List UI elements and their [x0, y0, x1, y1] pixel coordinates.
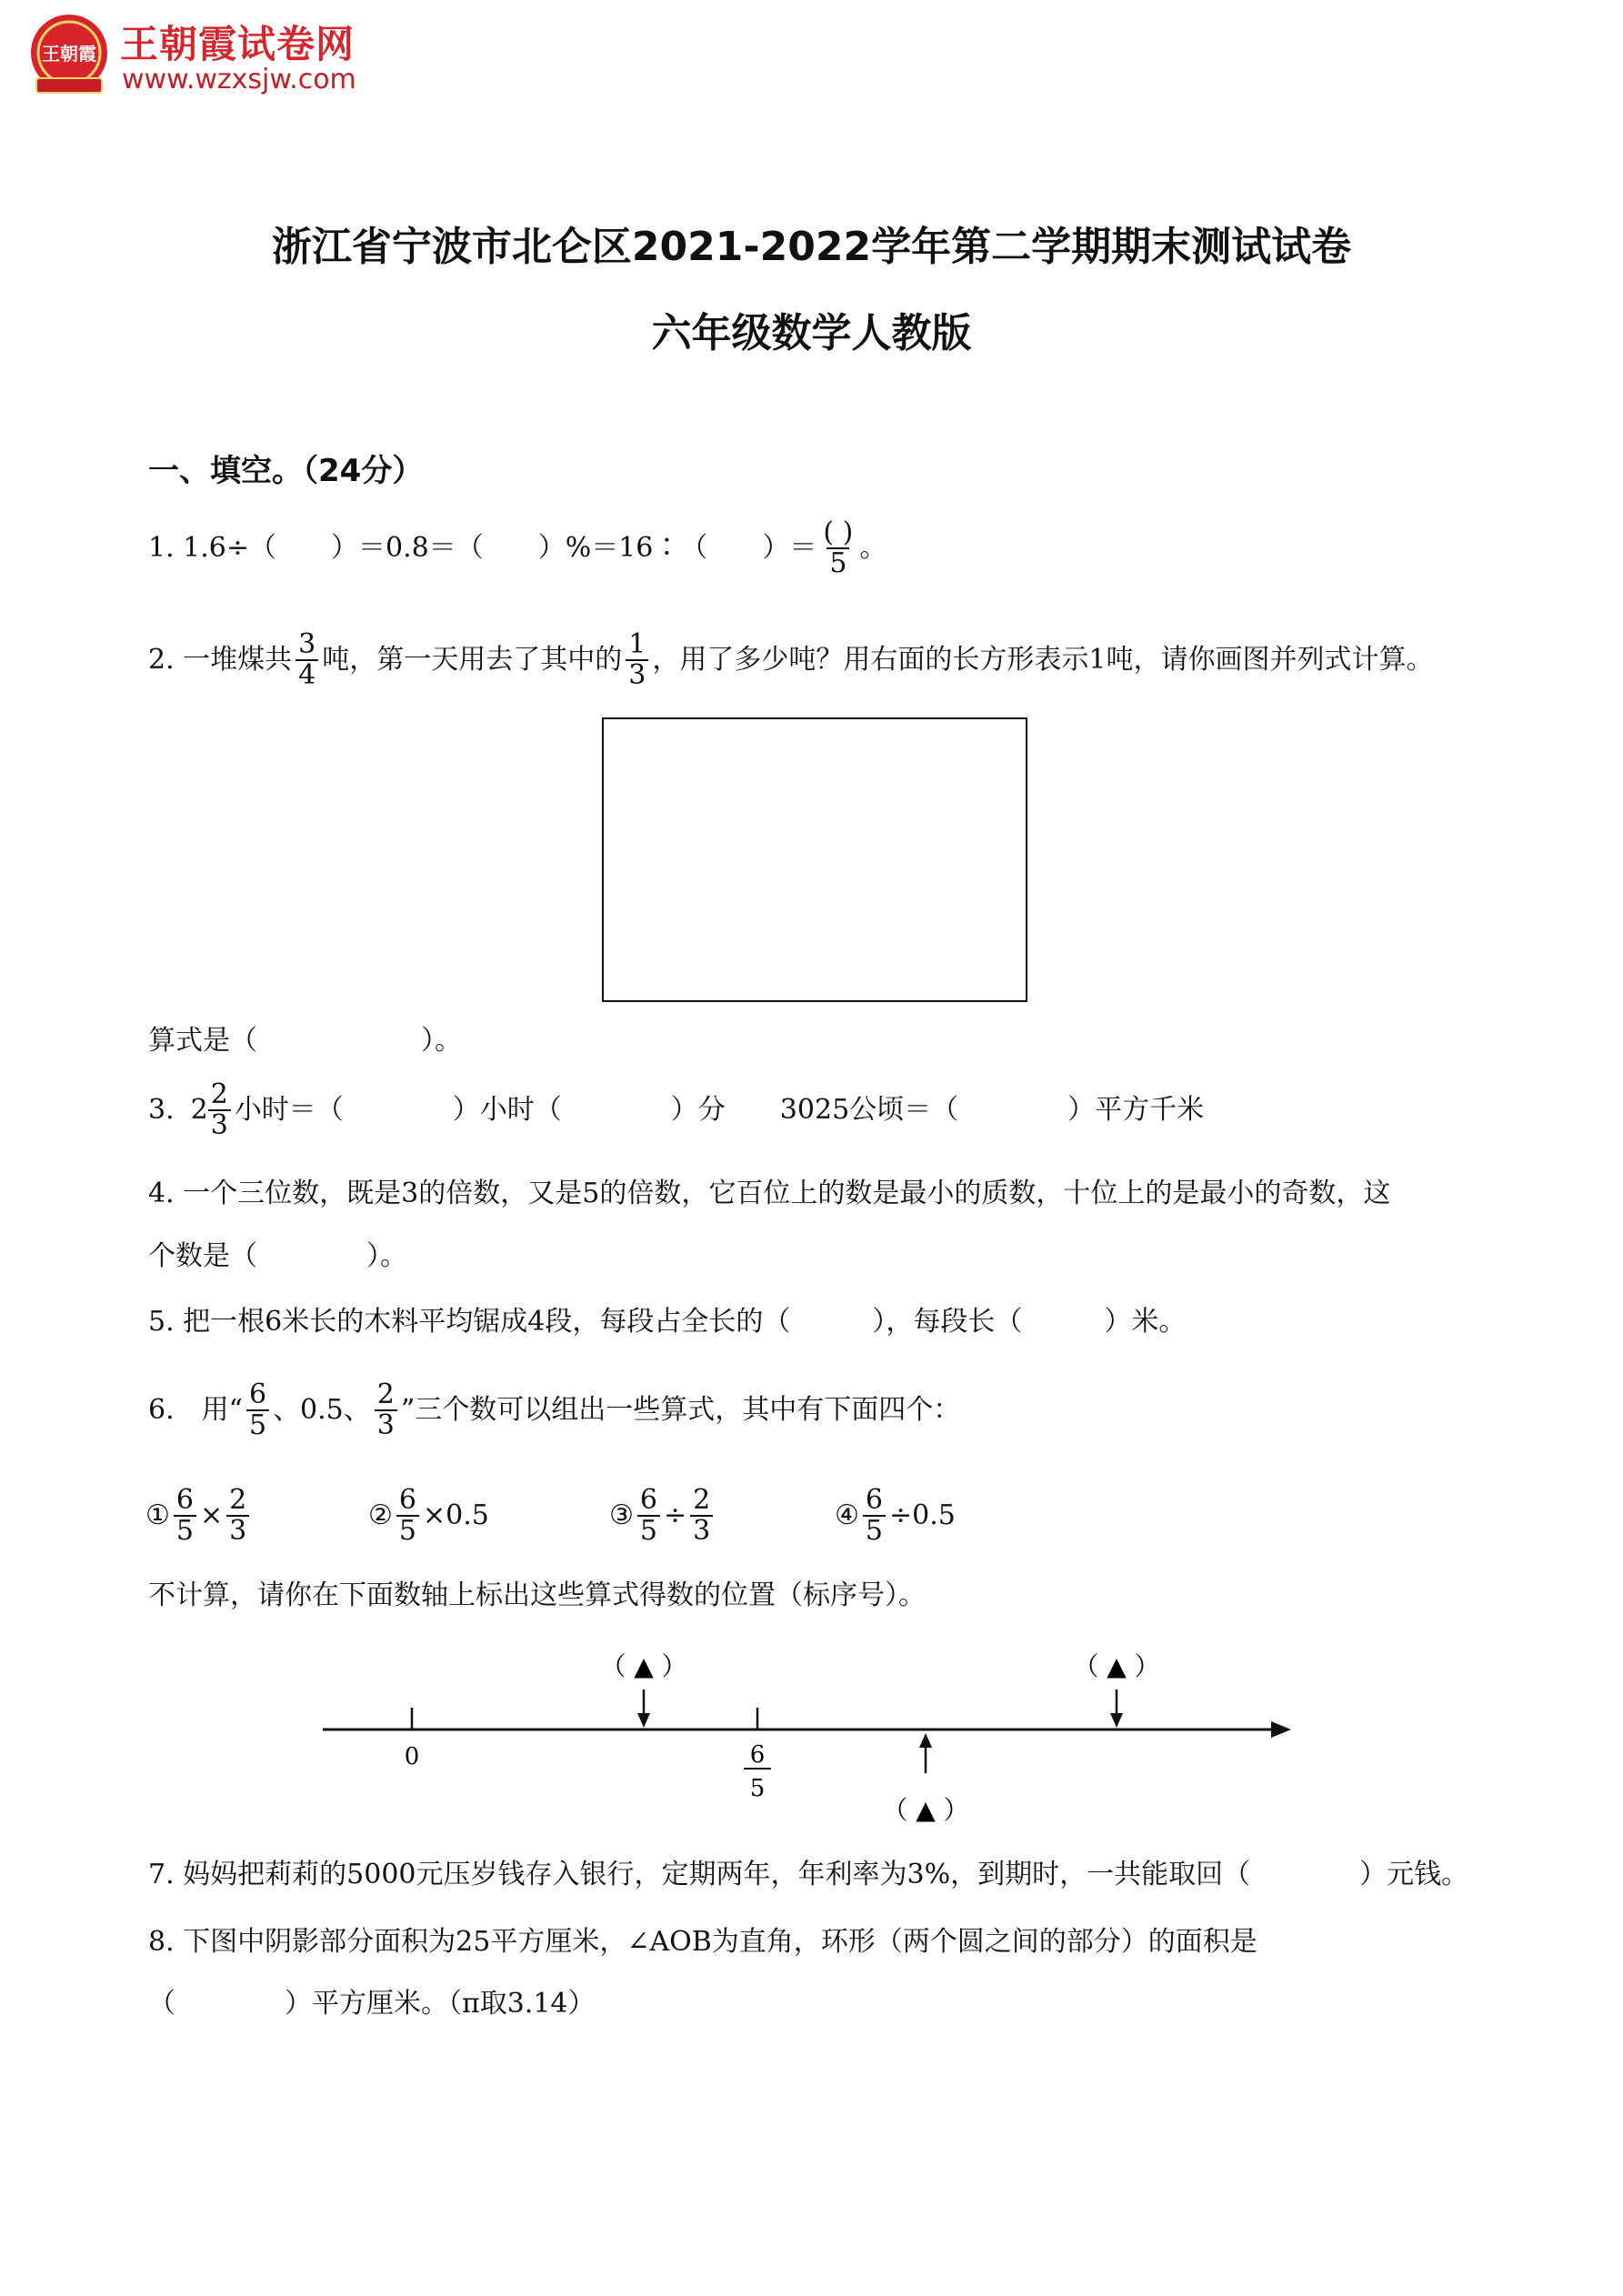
question-4-line-1: 4. 一个三位数，既是3的倍数，又是5的倍数，它百位上的数是最小的质数，十位上的是最小的奇数，这 [148, 1178, 1391, 1209]
number-line[interactable] [0, 1637, 1623, 1873]
question-3 [148, 1080, 1204, 1140]
fraction-denominator: 5 [396, 1515, 419, 1546]
fraction-numerator: 2 [693, 1484, 711, 1516]
question-7: 7. 妈妈把莉莉的5000元压岁钱存入银行，定期两年，年利率为3%，到期时，一共能取回（ ）元钱。 [148, 1859, 1469, 1890]
fraction-denominator: 3 [690, 1515, 713, 1546]
fraction-numerator: 6 [639, 1484, 657, 1516]
expression-4 [835, 1486, 956, 1546]
expression-marker: ① [145, 1499, 170, 1531]
tick-label-zero: 0 [404, 1743, 420, 1770]
question-6-instruction: 不计算，请你在下面数轴上标出这些算式得数的位置（标序号）。 [148, 1579, 926, 1611]
question-1-text: 1. 1.6÷（ ）＝0.8＝（ ）%＝16∶（ ）＝ [148, 532, 817, 564]
logo-url: www.wzxsjw.com [122, 64, 356, 95]
question-4-line-2: 个数是（ ）。 [148, 1240, 407, 1272]
expression-fraction-a [863, 1486, 886, 1546]
question-8-line-1: 8. 下图中阴影部分面积为25平方厘米，∠AOB为直角，环形（两个圆之间的部分）的面积是 [148, 1926, 1257, 1958]
question-5: 5. 把一根6米长的木料平均锯成4段，每段占全长的（ ），每段长（ ）米。 [148, 1306, 1187, 1338]
marker-label-2: （ ▲ ） [1073, 1651, 1160, 1681]
question-1-end: 。 [859, 532, 887, 564]
expression-3 [609, 1486, 716, 1546]
logo-name: 王朝霞试卷网 [120, 22, 356, 66]
question-8-line-2: （ ）平方厘米。（π取3.14） [148, 1988, 596, 2020]
page-subtitle: 六年级数学人教版 [651, 310, 972, 356]
expression-fraction-a [637, 1486, 660, 1546]
question-2 [148, 630, 1433, 690]
question-2-answer: 算式是（ ）。 [148, 1025, 462, 1057]
tick-label-six-fifths-numerator: 6 [749, 1741, 766, 1769]
site-logo[interactable] [25, 9, 407, 100]
fraction-numerator: 6 [865, 1484, 883, 1516]
fraction-numerator: 2 [229, 1484, 247, 1516]
fraction-denominator: 3 [208, 1109, 231, 1140]
expression-operator: × [200, 1499, 224, 1531]
question-3-number: 3. [148, 1094, 175, 1126]
fraction-numerator: 3 [298, 628, 316, 660]
marker-label-1: （ ▲ ） [600, 1651, 687, 1681]
question-3-fraction [208, 1080, 231, 1140]
question-1-fraction [820, 518, 856, 578]
marker-arrow-2-down-icon [1110, 1713, 1123, 1728]
page-title: 浙江省宁波市北仑区2021-2022学年第二学期期末测试试卷 [271, 224, 1352, 270]
question-6 [148, 1380, 960, 1440]
expression-2 [368, 1486, 489, 1546]
section-heading-fill-in: 一、填空。（24分） [148, 453, 424, 489]
fraction-numerator: 1 [628, 628, 646, 660]
question-2-fraction-1 [296, 630, 318, 690]
question-6-text-b: 、0.5、 [273, 1394, 371, 1426]
expression-rest: ×0.5 [423, 1499, 489, 1531]
fraction-denominator: 5 [827, 547, 849, 578]
question-6-fraction-2 [375, 1380, 397, 1440]
question-6-text-a: 6. 用“ [148, 1394, 243, 1426]
marker-label-3: （ ▲ ） [882, 1795, 969, 1825]
question-6-fraction-1 [246, 1380, 269, 1440]
expression-fraction-a [174, 1486, 196, 1546]
logo-emblem-icon [25, 11, 113, 98]
question-1 [148, 518, 887, 578]
fraction-numerator: 6 [248, 1379, 267, 1410]
expression-operator: ÷ [664, 1499, 687, 1531]
expression-fraction-b [690, 1486, 713, 1546]
expression-rest: ÷0.5 [889, 1499, 956, 1531]
question-2-fraction-2 [626, 630, 648, 690]
marker-arrow-1-down-icon [637, 1713, 650, 1728]
axis-arrowhead-icon [1271, 1721, 1291, 1738]
fraction-denominator: 5 [246, 1409, 269, 1440]
expression-marker: ③ [609, 1499, 634, 1531]
expression-marker: ④ [835, 1499, 859, 1531]
expression-1 [145, 1486, 253, 1546]
question-3-text: 小时＝（ ）小时（ ）分 3025公顷＝（ ）平方千米 [234, 1094, 1205, 1126]
fraction-numerator: 6 [175, 1484, 194, 1516]
question-2-text-a: 2. 一堆煤共 [148, 644, 293, 676]
fraction-numerator: 2 [210, 1078, 228, 1110]
fraction-denominator: 4 [296, 659, 318, 690]
logo-emblem-text: 王朝霞 [42, 43, 96, 65]
expression-marker: ② [368, 1499, 393, 1531]
question-6-text-c: ”三个数可以组出一些算式，其中有下面四个： [400, 1394, 961, 1426]
fraction-denominator: 3 [226, 1515, 249, 1546]
mixed-number-whole: 2 [190, 1094, 208, 1126]
tick-label-six-fifths-denominator: 5 [749, 1775, 766, 1802]
fraction-denominator: 5 [174, 1515, 196, 1546]
drawing-rectangle[interactable] [602, 717, 1027, 1002]
fraction-denominator: 3 [626, 659, 648, 690]
fraction-denominator: 5 [637, 1515, 660, 1546]
fraction-denominator: 5 [863, 1515, 886, 1546]
fraction-numerator: 6 [398, 1484, 416, 1516]
question-2-text-c: ，用了多少吨？用右面的长方形表示1吨，请你画图并列式计算。 [652, 644, 1434, 676]
fraction-numerator: 2 [376, 1379, 395, 1410]
expression-fraction-a [396, 1486, 419, 1546]
fraction-numerator: ( ) [823, 516, 854, 548]
question-2-text-b: 吨，第一天用去了其中的 [322, 644, 623, 676]
fraction-denominator: 3 [375, 1409, 397, 1440]
expression-fraction-b [226, 1486, 249, 1546]
